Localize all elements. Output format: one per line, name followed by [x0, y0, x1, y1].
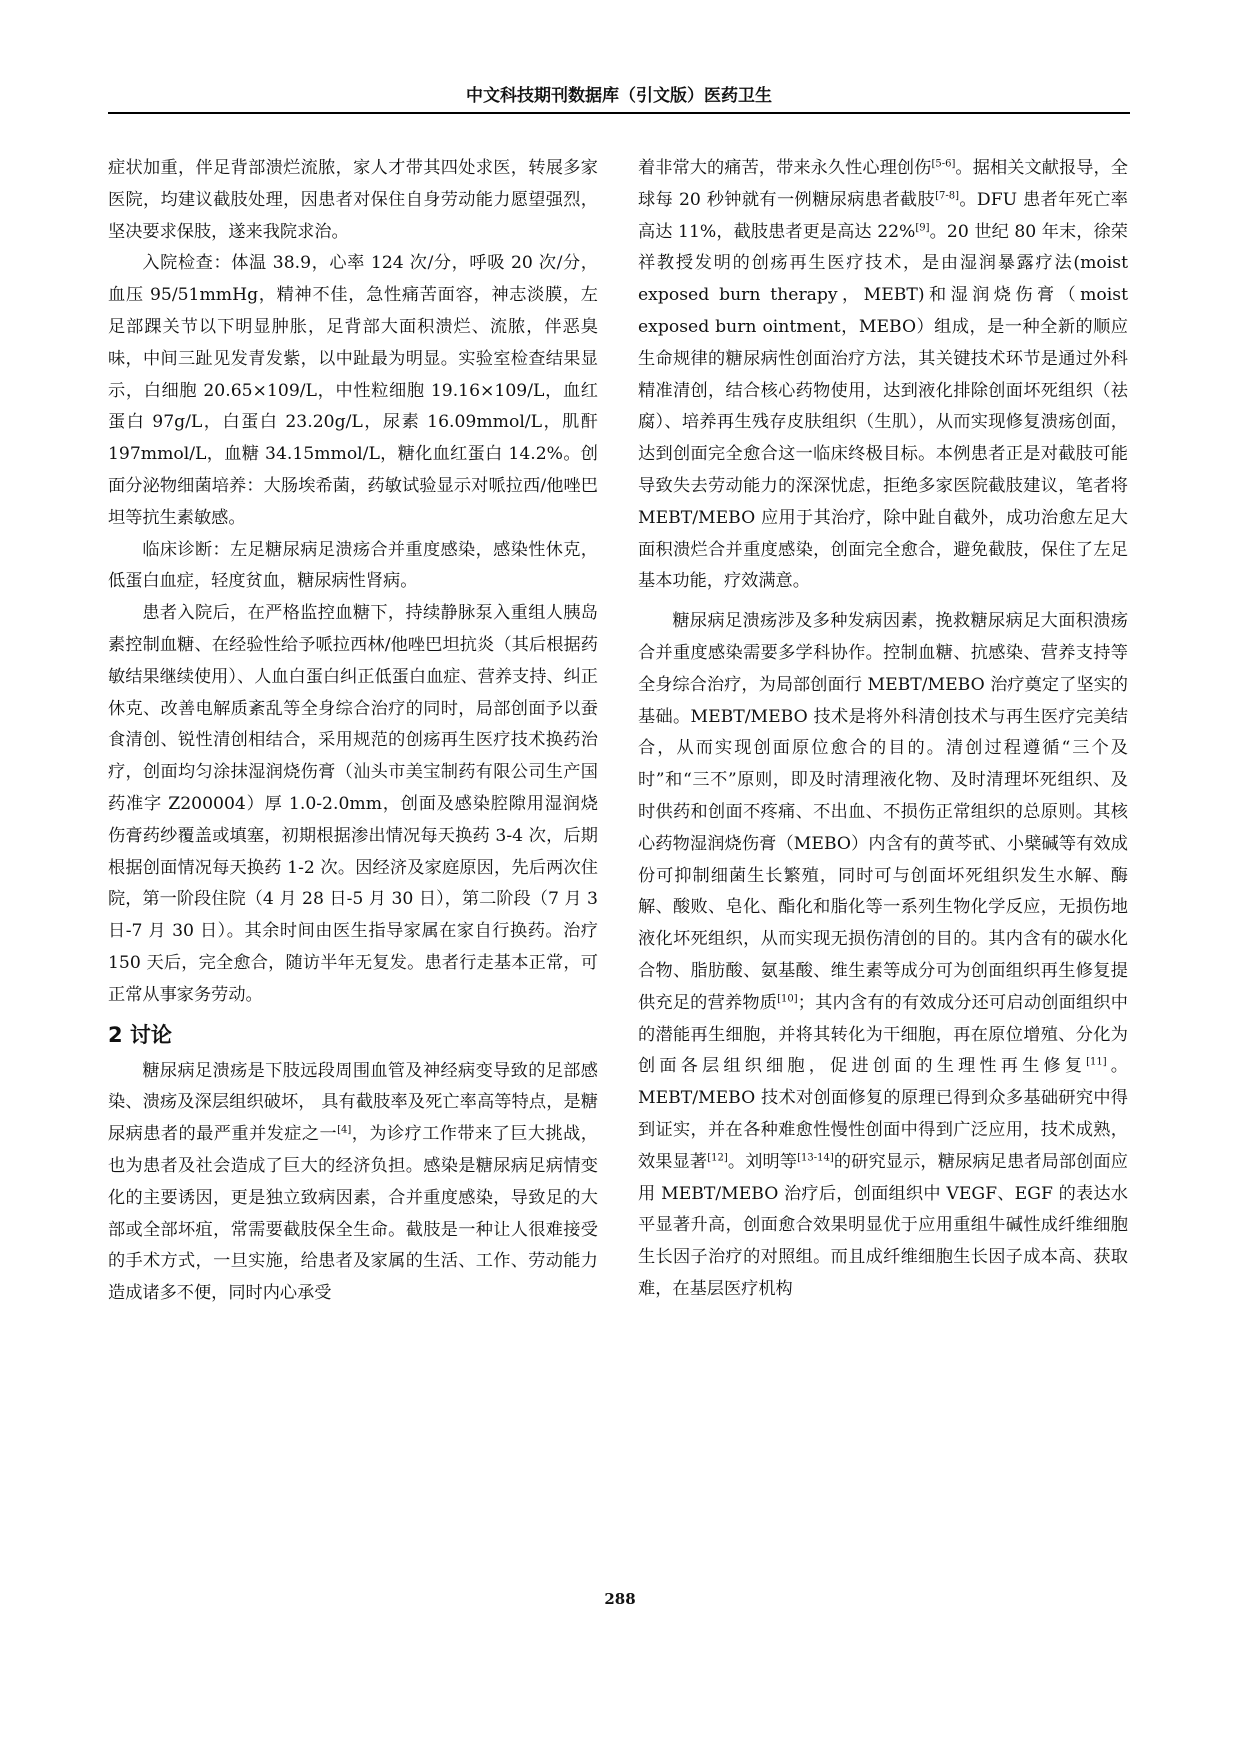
citation-ref: [11]: [1086, 1056, 1107, 1068]
citation-ref: [12]: [707, 1151, 728, 1163]
citation-ref: [4]: [337, 1124, 352, 1136]
citation-ref: [9]: [915, 221, 930, 233]
text-run: 。据相关文献报导，全球每 20 秒钟就有一例糖尿病患者截肢: [638, 158, 1128, 210]
clinical-diagnosis-paragraph: 临床诊断：左足糖尿病足溃疡合并重度感染，感染性休克，低蛋白血症，轻度贫血，糖尿病性肾病。: [108, 539, 598, 592]
discussion-paragraph: [108, 1056, 598, 1310]
text-run: 着非常大的痛苦，带来永久性心理创伤: [638, 158, 932, 178]
admission-exam-paragraph: 入院检查：体温 38.9，心率 124 次/分，呼吸 20 次/分，血压 95/51mmHg，精神不佳，急性痛苦面容，神志淡膜，左足部踝关节以下明显肿胀，足背部大面积溃烂、流脓，伴恶臭味，中间三趾见发青发紫，以中趾最为明显。实验室检查结果显示，白细胞 20.65×109/L，中性粒细胞 19.16×109/L，血红蛋白 97g/L，白蛋白 23.20g/L，尿素 16.09mmol/L，肌酐 197mmol/L，血糖 34.15mmol/L，糖化血红蛋白 14.2%。创面分泌物细菌培养：大肠埃希菌，药敏试验显示对哌拉西/他唑巴坦等抗生素敏感。: [108, 253, 598, 528]
text-run: ，为诊疗工作带来了巨大挑战， 也为患者及社会造成了巨大的经济负担。感染是糖尿病足病情变化的主要诱因，更是独立致病因素，合并重度感染，导致足的大部或全部坏疽，常需要截肢保全生命。截肢是一种让人很难接受的手术方式，一旦实施，给患者及家属的生活、工作、劳动能力造成诸多不便，同时内心承受: [108, 1124, 598, 1304]
right-column: [638, 153, 1128, 1306]
text-run: 糖尿病足溃疡是下肢远段周围血管及神经病变导致的足部感染、溃疡及深层组织破坏， 具有截肢率及死亡率高等特点，是糖尿病患者的最严重并发症之一: [108, 1060, 598, 1145]
citation-ref: [10]: [777, 992, 798, 1004]
text-run: 。MEBT/MEBO 技术对创面修复的原理已得到众多基础研究中得到证实，并在各种难愈性慢性创面中得到广泛应用，技术成熟，效果显著: [638, 1056, 1128, 1172]
discussion-continued-paragraph: [638, 153, 1128, 598]
text-run: 。刘明等: [727, 1151, 798, 1172]
mechanism-paragraph: [638, 606, 1128, 1306]
text-run: 的研究显示，糖尿病足患者局部创面应用 MEBT/MEBO 治疗后，创面组织中 VEGF、EGF 的表达水平显著升高，创面愈合效果明显优于应用重组牛碱性成纤维细胞生长因子治疗的对照组。而且成纤维细胞生长因子成本高、获取难，在基层医疗机构: [638, 1151, 1128, 1299]
left-column: [108, 153, 598, 1310]
text-run: 。20 世纪 80 年末，徐荣祥教授发明的创疡再生医疗技术，是由湿润暴露疗法(moist exposed burn therapy，MEBT)和湿润烧伤膏（moist exposed burn ointment，MEBO）组成，是一种全新的顺应生命规律的糖尿病性创面治疗方法，其关键技术环节是通过外科精准清创，结合核心药物使用，达到液化排除创面坏死组织（祛腐）、培养再生残存皮肤组织（生肌），从而实现修复溃疡创面，达到创面完全愈合这一临床终极目标。本例患者正是对截肢可能导致失去劳动能力的深深忧虑，拒绝多家医院截肢建议，笔者将 MEBT/MEBO 应用于其治疗，除中趾自截外，成功治愈左足大面积溃烂合并重度感染，创面完全愈合，避免截肢，保住了左足基本功能，疗效满意。: [638, 221, 1128, 592]
text-run: 糖尿病足溃疡涉及多种发病因素，挽救糖尿病足大面积溃疡合并重度感染需要多学科协作。控制血糖、抗感染、营养支持等全身综合治疗，为局部创面行 MEBT/MEBO 治疗奠定了坚实的基础。MEBT/MEBO 技术是将外科清创技术与再生医疗完美结合，从而实现创面原位愈合的目的。清创过程遵循“三个及时”和“三不”原则，即及时清理液化物、及时清理坏死组织、及时供药和创面不疼痛、不出血、不损伤正常组织的总原则。其核心药物湿润烧伤膏（MEBO）内含有的黄芩甙、小檗碱等有效成份可抑制细菌生长繁殖，同时可与创面坏死组织发生水解、酶解、酸败、皂化、酯化和脂化等一系列生物化学反应，无损伤地液化坏死组织，从而实现无损伤清创的目的。其内含有的碳水化合物、脂肪酸、氨基酸、维生素等成分可为创面组织再生修复提供充足的营养物质: [638, 611, 1128, 1013]
text-run: ；其内含有的有效成分还可启动创面组织中的潜能再生细胞，并将其转化为干细胞，再在原位增殖、分化为创面各层组织细胞，促进创面的生理性再生修复: [638, 992, 1128, 1077]
page-number: 288: [604, 1590, 636, 1608]
section-heading-discussion: 2 讨论: [108, 1022, 172, 1047]
text-run: 。DFU 患者年死亡率高达 11%，截肢患者更是高达 22%: [638, 189, 1128, 242]
journal-header: 中文科技期刊数据库（引文版）医药卫生: [108, 80, 1130, 114]
citation-ref: [5-6]: [931, 158, 956, 170]
case-history-paragraph: 症状加重，伴足背部溃烂流脓，家人才带其四处求医，转展多家医院，均建议截肢处理，因患者对保住自身劳动能力愿望强烈，坚决要求保肢，遂来我院求治。: [108, 158, 598, 242]
treatment-paragraph: 患者入院后，在严格监控血糖下，持续静脉泵入重组人胰岛素控制血糖、在经验性给予哌拉西林/他唑巴坦抗炎（其后根据药敏结果继续使用）、人血白蛋白纠正低蛋白血症、营养支持、纠正休克、改善电解质紊乱等全身综合治疗的同时，局部创面予以蚕食清创、锐性清创相结合，采用规范的创疡再生医疗技术换药治疗，创面均匀涂抹湿润烧伤膏（汕头市美宝制药有限公司生产国药准字 Z200004）厚 1.0-2.0mm，创面及感染腔隙用湿润烧伤膏药纱覆盖或填塞，初期根据渗出情况每天换药 3-4 次，后期根据创面情况每天换药 1-2 次。因经济及家庭原因，先后两次住院，第一阶段住院（4 月 28 日-5 月 30 日），第二阶段（7 月 3 日-7 月 30 日）。其余时间由医生指导家属在家自行换药。治疗 150 天后，完全愈合，随访半年无复发。患者行走基本正常，可正常从事家务劳动。: [108, 603, 598, 1005]
citation-ref: [7-8]: [935, 190, 959, 202]
citation-ref: [13-14]: [797, 1151, 834, 1163]
